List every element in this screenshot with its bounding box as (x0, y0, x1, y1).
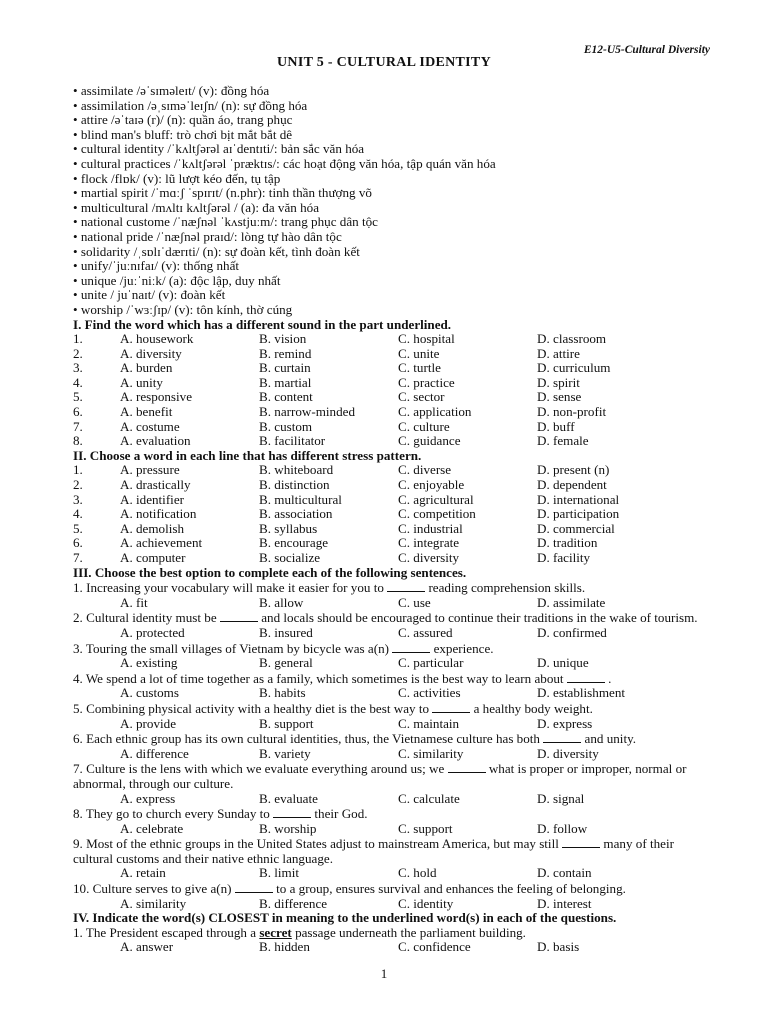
vocabulary-list (73, 84, 713, 318)
question-number: 5. (73, 520, 83, 536)
question-stem (73, 731, 713, 747)
question-row (73, 507, 713, 522)
answer-option: B. insured (259, 624, 313, 640)
answer-option: D. establishment (537, 685, 626, 701)
answer-option: C. agricultural (398, 491, 474, 507)
answer-option: C. assured (398, 624, 453, 640)
question-stem (73, 761, 713, 791)
question-text: 10. Culture serves to give a(n) (73, 881, 232, 897)
answer-option: B. habits (259, 685, 306, 701)
answer-option: D. dependent (537, 477, 607, 493)
answer-option: C. culture (398, 418, 450, 434)
vocabulary-item: • martial spirit /ˈmɑːʃ ˈspɪrɪt/ (n.phr): tinh thần thượng võ (73, 186, 713, 201)
answer-options (73, 717, 713, 732)
answer-options (73, 822, 713, 837)
answer-option: B. custom (259, 418, 313, 434)
answer-option: C. identity (398, 895, 454, 911)
question-text: . (608, 670, 612, 686)
vocabulary-item: • unite / juˈnaɪt/ (v): đoàn kết (73, 288, 713, 303)
answer-option: B. curtain (259, 360, 311, 376)
question-row (73, 347, 713, 362)
answer-blank (235, 881, 273, 893)
answer-option: A. demolish (120, 520, 185, 536)
vocabulary-item: • multicultural /mʌltɪ kʌltʃərəl / (a): đa văn hóa (73, 201, 713, 216)
question-text: 2. Cultural identity must be (73, 610, 217, 626)
question-text: 9. Most of the ethnic groups in the United States adjust to mainstream America, but may still (73, 836, 559, 852)
answer-blank (562, 836, 600, 848)
section-4-options (73, 940, 713, 955)
answer-option: A. similarity (120, 895, 187, 911)
question-text: what is proper or improper, normal or abnormal, through our culture. (73, 761, 687, 791)
question-stem (73, 701, 713, 717)
vocabulary-item: • attire /əˈtaɪə (r)/ (n): quần áo, trang phục (73, 113, 713, 128)
vocabulary-item: • worship /ˈwɜːʃɪp/ (v): tôn kính, thờ cúng (73, 303, 713, 318)
answer-option: A. housework (120, 331, 194, 347)
answer-options (73, 897, 713, 912)
question-text: and locals should be encouraged to continue their traditions in the wake of tourism. (261, 610, 698, 626)
answer-option: D. commercial (537, 520, 615, 536)
question-number: 3. (73, 491, 83, 507)
question-text: experience. (433, 640, 494, 656)
answer-option: A. celebrate (120, 820, 184, 836)
answer-option: B. multicultural (259, 491, 342, 507)
answer-option: C. competition (398, 506, 476, 522)
answer-option: C. integrate (398, 535, 460, 551)
answer-option: C. guidance (398, 433, 461, 449)
answer-option: C. unite (398, 345, 440, 361)
question-text: reading comprehension skills. (428, 580, 586, 596)
vocabulary-item: • assimilate /əˈsɪməleɪt/ (v): đồng hóa (73, 84, 713, 99)
answer-option: A. customs (120, 685, 179, 701)
question-number: 4. (73, 374, 83, 390)
answer-option: D. buff (537, 418, 575, 434)
question-row (73, 376, 713, 391)
vocabulary-item: • unique /juːˈniːk/ (a): độc lập, duy nhất (73, 274, 713, 289)
answer-option: B. remind (259, 345, 312, 361)
question-row (73, 420, 713, 435)
answer-option: A. protected (120, 624, 185, 640)
answer-option: C. industrial (398, 520, 463, 536)
answer-option: B. vision (259, 331, 307, 347)
question-text: 1. Increasing your vocabulary will make it easier for you to (73, 580, 384, 596)
answer-option: A. responsive (120, 389, 193, 405)
answer-option: A. pressure (120, 462, 180, 478)
answer-option: C. hold (398, 865, 437, 881)
answer-option: A. computer (120, 550, 186, 565)
section-2-table (73, 463, 713, 565)
answer-option: D. attire (537, 345, 580, 361)
vocabulary-item: • cultural identity /ˈkʌltʃərəl aɪˈdentɪti/: bản sắc văn hóa (73, 142, 713, 157)
answer-blank (273, 806, 311, 818)
answer-option: C. turtle (398, 360, 441, 376)
answer-option: B. general (259, 655, 313, 671)
answer-option: A. difference (120, 745, 189, 761)
answer-blank (220, 610, 258, 622)
question-text: 3. Touring the small villages of Vietnam by bicycle was a(n) (73, 640, 389, 656)
answer-option: D. assimilate (537, 594, 606, 610)
answer-option: C. hospital (398, 331, 455, 347)
question-text: passage underneath the parliament building. (295, 924, 526, 940)
answer-option: C. particular (398, 655, 464, 671)
answer-option: C. application (398, 404, 472, 420)
answer-option: C. similarity (398, 745, 464, 761)
answer-option: A. achievement (120, 535, 203, 551)
answer-option: D. sense (537, 389, 582, 405)
answer-option: A. express (120, 790, 176, 806)
answer-options (73, 596, 713, 611)
answer-option: B. hidden (259, 939, 310, 955)
answer-option: D. contain (537, 865, 592, 881)
answer-option: B. distinction (259, 477, 330, 493)
answer-option: B. worship (259, 820, 317, 836)
answer-option: C. sector (398, 389, 445, 405)
answer-blank (543, 731, 581, 743)
question-text: 1. The President escaped through a (73, 924, 257, 940)
answer-option: C. calculate (398, 790, 460, 806)
answer-option: D. tradition (537, 535, 598, 551)
answer-option: D. confirmed (537, 624, 607, 640)
question-number: 6. (73, 535, 83, 551)
answer-option: D. unique (537, 655, 589, 671)
question-number: 4. (73, 506, 83, 522)
question-stem (73, 881, 713, 897)
vocabulary-item: • cultural practices /ˈkʌltʃərəl ˈpræktɪs/: các hoạt động văn hóa, tập quán văn hóa (73, 157, 713, 172)
answer-blank (432, 701, 470, 713)
answer-option: D. non-profit (537, 404, 607, 420)
question-row (73, 522, 713, 537)
answer-blank (392, 641, 430, 653)
answer-option: D. express (537, 715, 593, 731)
answer-options (73, 866, 713, 881)
question-number: 2. (73, 477, 83, 493)
vocabulary-item: • assimilation /əˌsɪməˈleɪʃn/ (n): sự đồng hóa (73, 99, 713, 114)
answer-option: A. provide (120, 715, 177, 731)
answer-option: B. socialize (259, 550, 321, 565)
answer-option: A. benefit (120, 404, 173, 420)
answer-option: D. international (537, 491, 620, 507)
question-number: 7. (73, 550, 83, 565)
question-row (73, 478, 713, 493)
answer-option: B. allow (259, 594, 304, 610)
answer-option: D. participation (537, 506, 620, 522)
question-text: 4. We spend a lot of time together as a family, which sometimes is the best way to learn about (73, 670, 564, 686)
answer-option: C. diverse (398, 462, 452, 478)
answer-option: C. use (398, 594, 431, 610)
question-text: 5. Combining physical activity with a healthy diet is the best way to (73, 700, 430, 716)
answer-options (73, 656, 713, 671)
answer-option: B. syllabus (259, 520, 318, 536)
question-row (73, 405, 713, 420)
question-number: 8. (73, 433, 83, 449)
answer-option: D. classroom (537, 331, 607, 347)
answer-option: B. content (259, 389, 313, 405)
vocabulary-item: • national pride /ˈnæʃnəl praɪd/: lòng tự hào dân tộc (73, 230, 713, 245)
question-number: 1. (73, 331, 83, 347)
page-title: UNIT 5 - CULTURAL IDENTITY (277, 55, 491, 70)
answer-options (73, 792, 713, 807)
answer-option: A. unity (120, 374, 163, 390)
question-row (73, 463, 713, 478)
question-text: many of their cultural customs and their native ethnic language. (73, 836, 674, 866)
answer-option: D. curriculum (537, 360, 611, 376)
answer-blank (567, 671, 605, 683)
answer-option: B. difference (259, 895, 328, 911)
question-row (73, 536, 713, 551)
question-row (73, 551, 713, 566)
question-text: to a group, ensures survival and enhances the feeling of belonging. (276, 881, 626, 897)
question-text: 6. Each ethnic group has its own cultural identities, thus, the Vietnamese culture has both (73, 731, 540, 747)
question-row (73, 332, 713, 347)
question-stem (73, 580, 713, 596)
answer-option: D. follow (537, 820, 588, 836)
question-text: 8. They go to church every Sunday to (73, 806, 270, 822)
section-1-heading: I. Find the word which has a different sound in the part underlined. (73, 316, 452, 332)
answer-option: A. identifier (120, 491, 184, 507)
section-3-heading: III. Choose the best option to complete each of the following sentences. (73, 564, 467, 580)
question-text: 7. Culture is the lens with which we evaluate everything around us; we (73, 761, 445, 777)
answer-option: B. support (259, 715, 314, 731)
answer-option: C. maintain (398, 715, 460, 731)
answer-option: A. notification (120, 506, 197, 522)
answer-option: A. fit (120, 594, 148, 610)
question-row (73, 493, 713, 508)
question-row (73, 361, 713, 376)
answer-option: B. encourage (259, 535, 329, 551)
answer-option: B. evaluate (259, 790, 318, 806)
answer-option: C. enjoyable (398, 477, 465, 493)
answer-option: A. drastically (120, 477, 191, 493)
answer-option: B. association (259, 506, 333, 522)
answer-blank (387, 580, 425, 592)
answer-option: A. costume (120, 418, 180, 434)
answer-blank (448, 761, 486, 773)
question-number: 6. (73, 404, 83, 420)
answer-option: C. confidence (398, 939, 471, 955)
question-number: 1. (73, 462, 83, 478)
answer-option: C. practice (398, 374, 455, 390)
vocabulary-item: • unify/ˈjuːnɪfaɪ/ (v): thống nhất (73, 259, 713, 274)
answer-option: D. facility (537, 550, 591, 565)
section-2-heading: II. Choose a word in each line that has different stress pattern. (73, 447, 422, 463)
answer-option: B. martial (259, 374, 312, 390)
question-row (73, 434, 713, 449)
question-stem (73, 610, 713, 626)
header-tag: E12-U5-Cultural Diversity (583, 44, 710, 56)
question-number: 5. (73, 389, 83, 405)
answer-option: B. facilitator (259, 433, 326, 449)
question-number: 3. (73, 360, 83, 376)
vocabulary-item: • solidarity /ˌsɒlɪˈdærɪti/ (n): sự đoàn kết, tình đoàn kết (73, 245, 713, 260)
answer-option: B. narrow-minded (259, 404, 355, 420)
answer-option: A. existing (120, 655, 178, 671)
answer-option: B. variety (259, 745, 311, 761)
question-text: their God. (314, 806, 368, 822)
question-number: 2. (73, 345, 83, 361)
answer-option: A. retain (120, 865, 166, 881)
answer-option: D. female (537, 433, 589, 449)
answer-options (73, 686, 713, 701)
question-stem (73, 836, 713, 866)
page-number: 1 (380, 966, 388, 981)
answer-option: D. interest (537, 895, 592, 911)
question-text: a healthy body weight. (473, 700, 593, 716)
section-4-question-1 (73, 926, 713, 941)
answer-option: B. limit (259, 865, 300, 881)
answer-option: D. present (n) (537, 462, 610, 478)
vocabulary-item: • blind man's bluff: trò chơi bịt mắt bắt dê (73, 128, 713, 143)
answer-option: B. whiteboard (259, 462, 334, 478)
answer-option: A. diversity (120, 345, 182, 361)
answer-option: C. support (398, 820, 453, 836)
question-row (73, 390, 713, 405)
answer-option: C. diversity (398, 550, 460, 565)
answer-option: D. signal (537, 790, 585, 806)
question-text: and unity. (584, 731, 637, 747)
section-1-table (73, 332, 713, 449)
answer-options (73, 626, 713, 641)
answer-option: C. activities (398, 685, 461, 701)
answer-option: D. spirit (537, 374, 580, 390)
question-stem (73, 641, 713, 657)
vocabulary-item: • flock /flɒk/ (v): lũ lượt kéo đến, tụ tập (73, 172, 713, 187)
question-stem (73, 806, 713, 822)
vocabulary-item: • national custome /ˈnæʃnəl ˈkʌstjuːm/: trang phục dân tộc (73, 215, 713, 230)
section-4-heading: IV. Indicate the word(s) CLOSEST in meaning to the underlined word(s) in each of the questions. (73, 910, 617, 926)
answer-option: A. evaluation (120, 433, 191, 449)
answer-option: A. burden (120, 360, 173, 376)
question-number: 7. (73, 418, 83, 434)
answer-option: A. answer (120, 939, 174, 955)
answer-option: D. diversity (537, 745, 599, 761)
underlined-word: secret (259, 924, 292, 940)
answer-option: D. basis (537, 939, 580, 955)
answer-options (73, 747, 713, 762)
question-stem (73, 671, 713, 687)
section-3-questions (73, 580, 713, 911)
worksheet-content (73, 84, 713, 955)
